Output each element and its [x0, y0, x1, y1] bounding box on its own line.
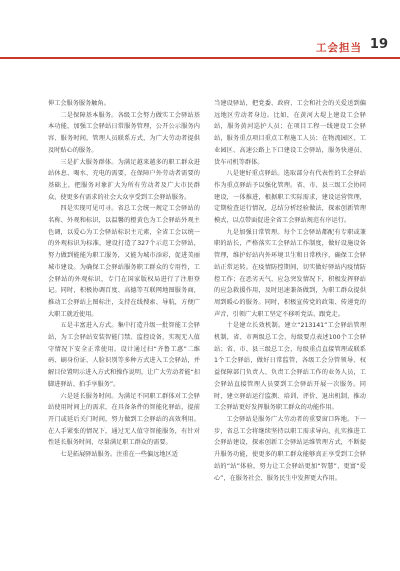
right-column — [214, 98, 366, 484]
paragraph: 八是建好重点驿站。选取部分有代表性的工会驿站作为重点驿站予以强化管理。省、市、县三级工会协同建设，一体推进，根据职工实际需求，建设运营管理，定期检查运行情况，总结分析经验做法，探索创新管理模式，以点带面促进全省工会驿站规范有序运行。 — [214, 170, 366, 225]
paragraph: 十是建立长效机制。建立“213141”工会驿站管理机制，省、市两级总工会，每级要点表述100个工会驿站；省、市、县三级总工会，每级重点直接管理或联系1个工会驿站，做好日常监管，各级工会分管领导、权益保障部门负责人、负责工会驿站工作的业务人员，工会驿站直接管理人员要到工会驿站开展一次服务。同时，建立驿站运行监测、培训、评价、退出机制，推动工会驿站更好发挥服务职工群众的功能作用。 — [214, 322, 366, 412]
paragraph: 五是丰富进入方式。集中打造升级一批智能工会驿站，为工会驿站安装智能门禁、监控设备，实现无人值守情况下安全正常使用。设计通过扫“齐鲁工惠”二维码、刷身份证、人脸识别等多种方式进入工会驿站，并解目位置明示进入方式和操作说明，让广大劳动者能“扣脚进驿站、拍手享服务”。 — [48, 322, 200, 388]
paragraph: 当建设驿站，把党委、政府、工会和社会的关爱送到偏远地区劳动者身边。比如，在黄河大堤上建设工会驿站，服务黄河巡护人员；在项目工程一线建设工会驿站，服务重点项目重点工程施工人员；在物流园区、工业园区、高速公路上下口建设工会驿站，服务快递员、货车司机等群体。 — [214, 100, 366, 166]
header-rule — [0, 57, 400, 59]
page-header — [0, 0, 400, 62]
left-column — [48, 98, 200, 461]
paragraph: 三是扩大服务群体。为满足越来越多的职工群众进站休息、喝水、充电的需要，在保障户外劳动者需要的基础上，把服务对象扩大为所有劳动者及广大市民群众，使更多有需求的社会大众享受到工会驿站服务。 — [48, 158, 200, 201]
paragraph: 工会驿站是服务广大劳动者的重要窗口阵地。下一步，省总工会将继续坚持以职工需求导向，扎实推进工会驿站建设，探索创新工会驿站运维管理方式，不断提升服务功能，使更多的职工群众能够真正享受到工会驿站的“站”体验，努力让工会驿站更加“智慧”、更富“爱心”，在服务社会、服务民生中发挥更大作用。 — [214, 415, 366, 482]
page-number: 19 — [369, 37, 388, 52]
section-label: 工会担当 — [316, 42, 362, 54]
paragraph: 二是保障基本服务。各级工会努力做实工会驿站基本功能，加强工会驿站日常服务管理，公开公示服务内容、服务时间，管理人员联系方式，为广大劳动者提供及时贴心的服务。 — [48, 111, 200, 154]
paragraph: 伸工会服务服务触角。 — [48, 100, 110, 107]
paragraph: 九是加强日常管理。每个工会驿站都配有专职或兼职的站长，严格落实工会驿站工作制度，做好设施设备管理，维护好站内外环境卫生和日常秩序，确保工会驿站正常运转。在疫情防控期间，切实做好驿站内疫情防控工作；在恶劣天气、应急突发情况下，积极发挥驿站的应急救援作用，及时迅速兼备做到，为职工群众提供周到暖心的服务。同时，积极宣传党的政策、传递党的声音，引领广大职工坚定不移听党话、跟党走。 — [214, 228, 366, 318]
paragraph: 四是实现可见可寻。省总工会统一规定工会驿站的名称、外观和标识，以温馨的橙黄色为工会驿站外观主色调，以爱心为工会驿站标识主元素，全省工会以统一的外观标识为标准，建设打造了327个示范工会驿站，努力做到能能为职工服务，又能为城市添彩，促进美丽城市建设。为确保工会驿站服务职工群众的专用性，工会驿站的外观标识，专门在国家版权局进行了注册登记。同时，积极协调百度、高德等互联网地图服务商，推动工会驿站上图标注，支持在线搜索、导航，方便广大职工就近使用。 — [48, 205, 200, 318]
paragraph: 七是拓展驿站服务。注重在一些偏远地区适 — [60, 451, 178, 459]
paragraph: 六是延长服务时间。为满足不同职工群体对工会驿站使用时间上的需求，在具备条件的智能化驿站，提前开门或延后关门时间，努力做到工会驿站的高效利用。在人手紧张的情况下，通过无人值守智能服务，有针对性延长服务时间，尽量满足职工群众的需要。 — [48, 392, 200, 447]
